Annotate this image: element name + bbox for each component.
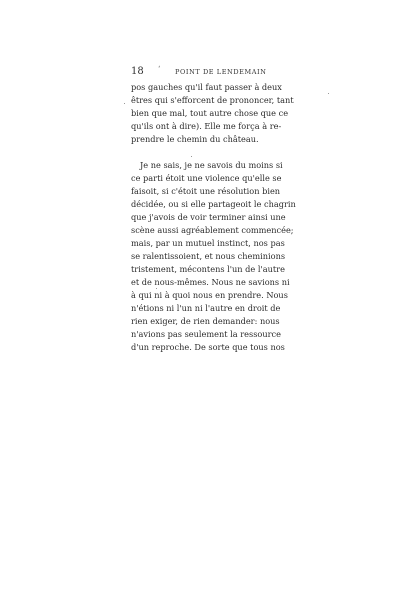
text-line: scène aussi agréablement commencée;	[131, 225, 294, 235]
text-line: Je ne sais, je ne savois du moins si	[140, 160, 283, 170]
paragraph-gap	[131, 146, 279, 159]
paragraph	[131, 81, 294, 146]
text-line: faisoit, si c'étoit une résolution bien	[131, 186, 281, 196]
paper-speck	[328, 93, 329, 94]
text-line: mais, par un mutuel instinct, nos pas	[131, 238, 285, 248]
text-line: bien que mal, tout autre chose que ce	[131, 108, 289, 118]
paper-speck	[191, 156, 192, 157]
text-line: n'avions pas seulement la ressource	[131, 329, 281, 339]
running-title: POINT DE LENDEMAIN	[175, 68, 267, 76]
text-line: décidée, ou si elle partageoit le chagrin	[131, 199, 296, 209]
text-line: se ralentissoient, et nous cheminions	[131, 251, 286, 261]
paragraph	[131, 159, 296, 354]
text-line: et de nous-mêmes. Nous ne savions ni	[131, 277, 290, 287]
text-line: tristement, mécontens l'un de l'autre	[131, 264, 285, 274]
text-line: prendre le chemin du château.	[131, 134, 259, 144]
body-text	[131, 81, 296, 354]
text-line: qu'ils ont à dire). Elle me força à re-	[131, 121, 282, 131]
paper-speck	[124, 103, 125, 104]
text-line: ce parti étoit une violence qu'elle se	[131, 173, 282, 183]
running-head	[131, 66, 279, 78]
text-line: que j'avois de voir terminer ainsi une	[131, 212, 286, 222]
text-line: d'un reproche. De sorte que tous nos	[131, 342, 285, 352]
text-line: êtres qui s'efforcent de prononcer, tant	[131, 95, 294, 105]
paper-speck	[156, 288, 157, 289]
text-line: pos gauches qu'il faut passer à deux	[131, 82, 282, 92]
text-line: n'étions ni l'un ni l'autre en droit de	[131, 303, 281, 313]
ink-mark: ‘	[158, 65, 161, 73]
text-line: à qui ni à quoi nous en prendre. Nous	[131, 290, 288, 300]
text-line: rien exiger, de rien demander: nous	[131, 316, 280, 326]
page-number: 18	[131, 66, 144, 77]
